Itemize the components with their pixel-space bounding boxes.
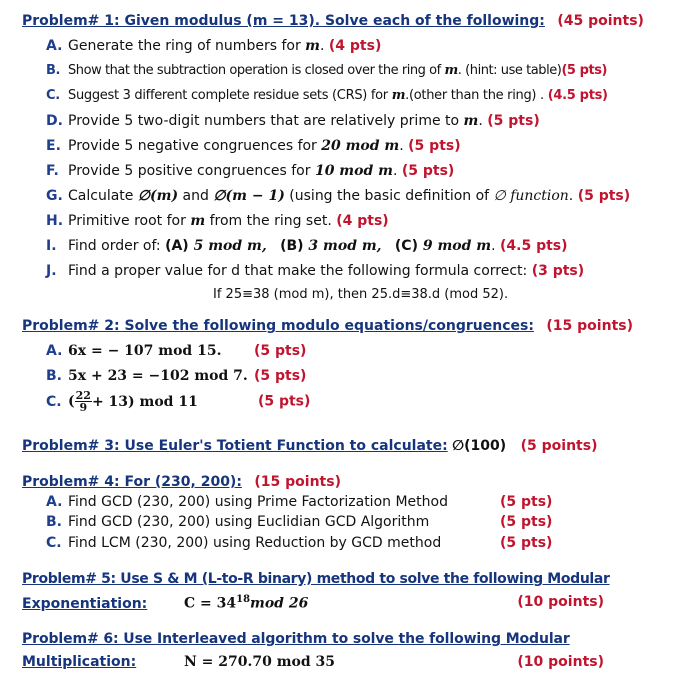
problem-1-header — [22, 13, 644, 29]
problem-5-title: Problem# 5: Use S & M (L-to-R binary) method to solve the following Modular — [22, 571, 610, 587]
problem-5-points: (10 points) — [517, 594, 604, 610]
problem-2-title: Problem# 2: Solve the following modulo equations/congruences: — [22, 318, 534, 334]
problem-5-line-2: Exponentiation: $C = 34^{18}mod$ 26 (10 points) — [22, 594, 604, 612]
fraction-22-over-9: $\frac{22}{9}$ — [75, 389, 91, 414]
p1-item-a: A. Generate the ring of numbers for m. (4 pts) — [46, 38, 382, 54]
p1-item-g: G. Calculate ∅(m) and ∅(m − 1) (using the basic definition of ∅ function. (5 pts) — [46, 188, 631, 204]
problem-1-title: Problem# 1: Given modulus (m = 13). Solve each of the following: — [22, 13, 545, 29]
problem-4-points: (15 points) — [254, 474, 341, 490]
problem-3-title: Problem# 3: Use Euler's Totient Function to calculate: — [22, 438, 448, 454]
p2-item-b: B. 5x + 23 = −102 mod 7. (5 pts) — [46, 368, 307, 384]
problem-5-subtitle: Exponentiation: — [22, 595, 148, 612]
problem-6-line-2: Multiplication: N = 270.70 mod 35 (10 points) — [22, 654, 604, 670]
problem-4-title: Problem# 4: For (230, 200): — [22, 474, 242, 490]
problem-3-points: (5 points) — [520, 438, 598, 454]
problem-2-points: (15 points) — [546, 318, 633, 334]
problem-4-header — [22, 474, 341, 490]
problem-6-title: Problem# 6: Use Interleaved algorithm to solve the following Modular — [22, 631, 570, 647]
p1-item-c: C. Suggest 3 different complete residue sets (CRS) for m.(other than the ring) . (4.5 pts) — [46, 88, 608, 103]
problem-6-subtitle: Multiplication: — [22, 654, 137, 670]
p2-item-a: A. 6x = − 107 mod 15. (5 pts) — [46, 343, 307, 359]
p1-item-e: E. Provide 5 negative congruences for 20 mod m. (5 pts) — [46, 138, 461, 154]
p1-item-d: D. Provide 5 two-digit numbers that are relatively prime to m. (5 pts) — [46, 113, 540, 129]
p1-item-b: B. Show that the subtraction operation is closed over the ring of m. (hint: use table)(5 pts) — [46, 63, 607, 78]
problem-3-header — [22, 438, 597, 454]
problem-1-points: (45 points) — [557, 13, 644, 29]
p4-item-a: A. Find GCD (230, 200) using Prime Factorization Method (5 pts) — [46, 494, 553, 510]
p1-item-i: I. Find order of: (A) 5 mod m, (B) 3 mod m, (C) 9 mod m. (4.5 pts) — [46, 238, 568, 254]
p1-item-h: H. Primitive root for m from the ring set. (4 pts) — [46, 213, 389, 229]
problem-3-expr: ∅(100) — [452, 438, 507, 454]
problem-6-points: (10 points) — [517, 654, 604, 670]
problem-2-header — [22, 318, 633, 334]
p4-item-b: B. Find GCD (230, 200) using Euclidian GCD Algorithm (5 pts) — [46, 514, 553, 530]
p2-item-c: C. ( $\frac{22}{9}$ + 13) mod 11 (5 pts) — [46, 389, 311, 414]
p4-item-c: C. Find LCM (230, 200) using Reduction by GCD method (5 pts) — [46, 535, 553, 551]
p1-formula: If 25≡38 (mod m), then 25.d≡38.d (mod 52). — [213, 287, 509, 302]
p1-item-j: J. Find a proper value for d that make the following formula correct: (3 pts) — [46, 263, 585, 279]
p1-item-f: F. Provide 5 positive congruences for 10 mod m. (5 pts) — [46, 163, 455, 179]
